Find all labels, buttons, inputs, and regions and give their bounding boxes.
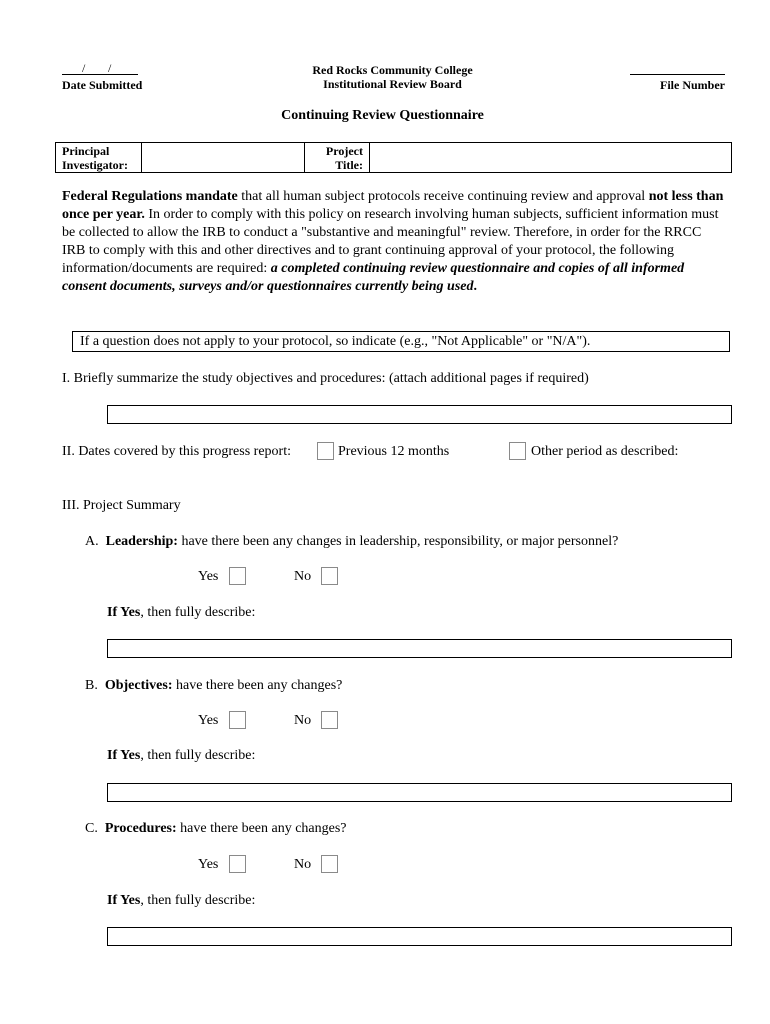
q3a-no-checkbox[interactable] [321, 567, 338, 585]
intro-lead: Federal Regulations mandate [62, 189, 238, 204]
intro-part1: that all human subject protocols receive continuing review and approval [237, 189, 649, 204]
q2-option2-label: Other period as described: [531, 444, 679, 459]
q3b-if-yes-bold: If Yes [107, 748, 141, 763]
pi-field[interactable] [142, 143, 305, 173]
q3b-describe-input[interactable] [107, 783, 732, 802]
q3a-letter: A. [85, 534, 99, 549]
q3a-yes-label: Yes [198, 569, 219, 584]
date-submitted-label: Date Submitted [62, 78, 143, 92]
intro-paragraph [62, 188, 727, 296]
q3b-question [85, 677, 342, 695]
q3c-yes-label: Yes [198, 857, 219, 872]
q3c-describe-input[interactable] [107, 927, 732, 946]
intro-end: . [473, 279, 477, 294]
intro-required-docs: a completed continuing review questionnaire and copies of all informed consent documents, surveys and/or questionnaires currently being used [62, 261, 685, 294]
q3a-text: have there been any changes in leadership, responsibility, or major personnel? [177, 534, 619, 549]
q3c-if-yes [107, 892, 255, 910]
q1-input[interactable] [107, 405, 732, 424]
q3a-if-yes-rest: , then fully describe: [140, 605, 256, 620]
info-table [55, 142, 732, 173]
project-label-line1: Project [325, 143, 363, 158]
project-label-line2: Title: [335, 157, 363, 172]
q2-option1-label: Previous 12 months [338, 444, 450, 459]
q2-other-period-checkbox[interactable] [509, 442, 526, 460]
q3b-no-checkbox[interactable] [321, 711, 338, 729]
q3a-if-yes-bold: If Yes [107, 605, 141, 620]
q3c-no-label: No [294, 857, 312, 872]
q3c-name: Procedures: [104, 821, 177, 836]
q3b-no-label: No [294, 713, 312, 728]
q3c-no-checkbox[interactable] [321, 855, 338, 873]
q1-label: I. Briefly summarize the study objectives and procedures: (attach additional pages if required) [62, 371, 589, 386]
pi-label-line1: Principal [62, 143, 110, 158]
q3b-letter: B. [85, 678, 98, 693]
q3c-letter: C. [85, 821, 98, 836]
intro-part2: In order to comply with this policy on research involving human subjects, sufficient information must be collected to allow the IRB to conduct a "substantive and meaningful" review. Therefore, in order for the RRCC IRB to comply with this and other directives and to grant continuing approval of your protocol, the following information/documents are required: [62, 207, 719, 276]
q2-label: II. Dates covered by this progress report: [62, 444, 291, 459]
q3a-if-yes [107, 604, 255, 622]
q3b-if-yes-rest: , then fully describe: [140, 748, 256, 763]
q3c-yes-checkbox[interactable] [229, 855, 246, 873]
q3a-yes-checkbox[interactable] [229, 567, 246, 585]
date-slash-2: / [108, 61, 112, 75]
project-title-label [305, 143, 370, 173]
q3c-text: have there been any changes? [176, 821, 347, 836]
q3b-if-yes [107, 747, 255, 765]
date-slash-1: / [82, 61, 86, 75]
q3a-question [85, 533, 618, 551]
q3-label: III. Project Summary [62, 498, 181, 513]
q3b-name: Objectives: [104, 678, 173, 693]
q3b-text: have there been any changes? [172, 678, 343, 693]
college-name: Red Rocks Community College [312, 63, 473, 77]
na-note-box: If a question does not apply to your protocol, so indicate (e.g., "Not Applicable" or "N/A"). [72, 331, 730, 352]
date-slashes [62, 60, 135, 74]
q3c-if-yes-rest: , then fully describe: [140, 893, 256, 908]
q3c-if-yes-bold: If Yes [107, 893, 141, 908]
intro-bold2: not less than once per year. [62, 189, 724, 222]
q3c-question [85, 820, 347, 838]
board-name: Institutional Review Board [323, 77, 462, 91]
q3a-no-label: No [294, 569, 312, 584]
q3a-describe-input[interactable] [107, 639, 732, 658]
project-title-field[interactable] [370, 143, 732, 173]
q3a-name: Leadership: [105, 534, 178, 549]
file-number-line [630, 62, 725, 75]
pi-label-line2: Investigator: [62, 157, 128, 172]
q3b-yes-checkbox[interactable] [229, 711, 246, 729]
page-title: Continuing Review Questionnaire [281, 108, 484, 123]
q3b-yes-label: Yes [198, 713, 219, 728]
pi-label [56, 143, 142, 173]
q2-previous-12-months-checkbox[interactable] [317, 442, 334, 460]
file-number-label: File Number [660, 78, 725, 92]
